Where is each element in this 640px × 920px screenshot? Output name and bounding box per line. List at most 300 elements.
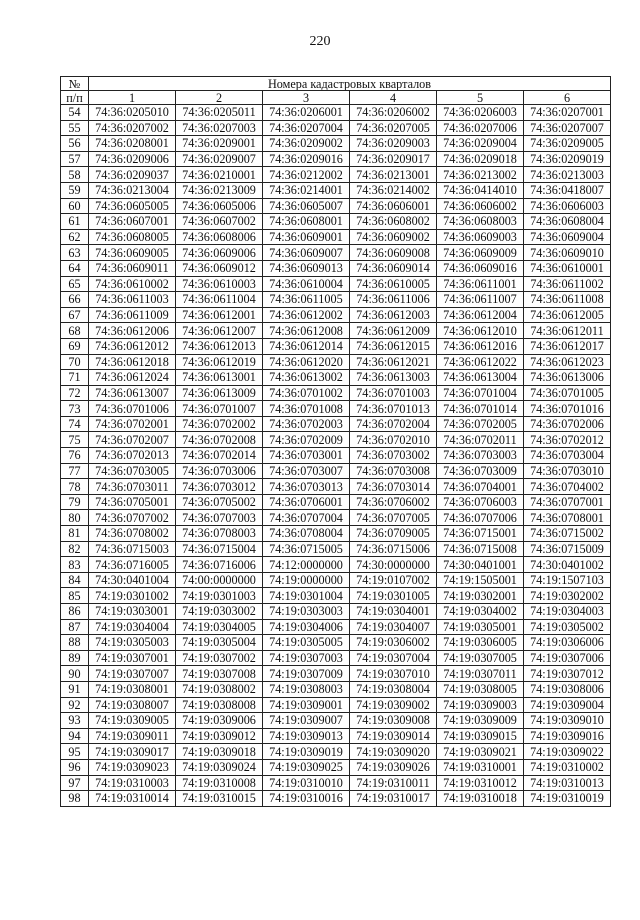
table-row xyxy=(61,604,611,620)
cadastral-number-cell: 74:36:0613006 xyxy=(524,370,611,386)
cadastral-number-cell: 74:36:0613007 xyxy=(89,385,176,401)
cadastral-number-cell: 74:19:0309018 xyxy=(176,744,263,760)
table-row xyxy=(61,151,611,167)
cadastral-number-cell: 74:19:0307009 xyxy=(263,666,350,682)
cadastral-number-cell: 74:30:0401004 xyxy=(89,572,176,588)
cadastral-number-cell: 74:19:0308005 xyxy=(437,681,524,697)
row-number: 70 xyxy=(61,354,89,370)
table-row xyxy=(61,775,611,791)
table-row xyxy=(61,416,611,432)
group-header: Номера кадастровых кварталов xyxy=(89,77,611,91)
cadastral-number-cell: 74:36:0613001 xyxy=(176,370,263,386)
cadastral-number-cell: 74:36:0702004 xyxy=(350,416,437,432)
cadastral-number-cell: 74:36:0209007 xyxy=(176,151,263,167)
cadastral-number-cell: 74:19:0307001 xyxy=(89,650,176,666)
cadastral-number-cell: 74:19:0310016 xyxy=(263,791,350,807)
table-row xyxy=(61,650,611,666)
cadastral-number-cell: 74:36:0611006 xyxy=(350,292,437,308)
cadastral-number-cell: 74:19:0301002 xyxy=(89,588,176,604)
row-number: 94 xyxy=(61,728,89,744)
cadastral-number-cell: 74:36:0609010 xyxy=(524,245,611,261)
row-number: 95 xyxy=(61,744,89,760)
cadastral-number-cell: 74:36:0612024 xyxy=(89,370,176,386)
row-number: 55 xyxy=(61,120,89,136)
cadastral-number-cell: 74:36:0707001 xyxy=(524,494,611,510)
row-number: 73 xyxy=(61,401,89,417)
cadastral-number-cell: 74:36:0609004 xyxy=(524,229,611,245)
cadastral-number-cell: 74:36:0702014 xyxy=(176,448,263,464)
cadastral-number-cell: 74:36:0210001 xyxy=(176,167,263,183)
cadastral-number-cell: 74:36:0206003 xyxy=(437,105,524,121)
cadastral-number-cell: 74:36:0702012 xyxy=(524,432,611,448)
row-number: 63 xyxy=(61,245,89,261)
cadastral-number-cell: 74:19:0305001 xyxy=(437,619,524,635)
row-number: 58 xyxy=(61,167,89,183)
cadastral-number-cell: 74:36:0209005 xyxy=(524,136,611,152)
table-row xyxy=(61,541,611,557)
cadastral-number-cell: 74:36:0612003 xyxy=(350,307,437,323)
row-number: 87 xyxy=(61,619,89,635)
cadastral-number-cell: 74:19:0305004 xyxy=(176,635,263,651)
cadastral-number-cell: 74:36:0213003 xyxy=(524,167,611,183)
cadastral-number-cell: 74:19:0309026 xyxy=(350,759,437,775)
row-number: 54 xyxy=(61,105,89,121)
table-row xyxy=(61,338,611,354)
cadastral-number-cell: 74:36:0611004 xyxy=(176,292,263,308)
cadastral-quarters-table xyxy=(60,76,611,807)
cadastral-number-cell: 74:36:0702001 xyxy=(89,416,176,432)
num-header-bottom: п/п xyxy=(61,91,89,105)
cadastral-number-cell: 74:19:0307010 xyxy=(350,666,437,682)
cadastral-number-cell: 74:36:0609005 xyxy=(89,245,176,261)
table-row xyxy=(61,791,611,807)
cadastral-number-cell: 74:36:0209002 xyxy=(263,136,350,152)
row-number: 80 xyxy=(61,510,89,526)
row-number: 71 xyxy=(61,370,89,386)
cadastral-number-cell: 74:19:0309009 xyxy=(437,713,524,729)
cadastral-number-cell: 74:36:0612010 xyxy=(437,323,524,339)
table-row xyxy=(61,385,611,401)
cadastral-number-cell: 74:36:0609011 xyxy=(89,260,176,276)
cadastral-number-cell: 74:36:0707003 xyxy=(176,510,263,526)
cadastral-number-cell: 74:36:0207002 xyxy=(89,120,176,136)
cadastral-number-cell: 74:36:0716005 xyxy=(89,557,176,573)
cadastral-number-cell: 74:36:0612014 xyxy=(263,338,350,354)
row-number: 76 xyxy=(61,448,89,464)
row-number: 77 xyxy=(61,463,89,479)
table-row xyxy=(61,619,611,635)
cadastral-number-cell: 74:19:0309012 xyxy=(176,728,263,744)
cadastral-number-cell: 74:30:0401002 xyxy=(524,557,611,573)
header-row-top xyxy=(61,77,611,91)
cadastral-number-cell: 74:36:0701008 xyxy=(263,401,350,417)
cadastral-number-cell: 74:36:0609012 xyxy=(176,260,263,276)
row-number: 81 xyxy=(61,526,89,542)
row-number: 75 xyxy=(61,432,89,448)
cadastral-number-cell: 74:36:0701002 xyxy=(263,385,350,401)
cadastral-number-cell: 74:36:0606002 xyxy=(437,198,524,214)
cadastral-number-cell: 74:19:0304002 xyxy=(437,604,524,620)
cadastral-number-cell: 74:19:0301004 xyxy=(263,588,350,604)
cadastral-number-cell: 74:19:0304005 xyxy=(176,619,263,635)
cadastral-number-cell: 74:36:0214002 xyxy=(350,182,437,198)
cadastral-number-cell: 74:36:0703010 xyxy=(524,463,611,479)
num-header-top: № xyxy=(61,77,89,91)
row-number: 68 xyxy=(61,323,89,339)
cadastral-number-cell: 74:19:0000000 xyxy=(263,572,350,588)
page-number: 220 xyxy=(309,34,331,49)
table-row xyxy=(61,136,611,152)
cadastral-number-cell: 74:36:0708002 xyxy=(89,526,176,542)
cadastral-number-cell: 74:36:0612017 xyxy=(524,338,611,354)
cadastral-number-cell: 74:19:0307007 xyxy=(89,666,176,682)
cadastral-number-cell: 74:36:0205010 xyxy=(89,105,176,121)
row-number: 61 xyxy=(61,214,89,230)
cadastral-number-cell: 74:19:0310017 xyxy=(350,791,437,807)
cadastral-number-cell: 74:36:0707004 xyxy=(263,510,350,526)
cadastral-number-cell: 74:36:0702009 xyxy=(263,432,350,448)
cadastral-number-cell: 74:36:0606003 xyxy=(524,198,611,214)
header-row-bottom xyxy=(61,91,611,105)
cadastral-number-cell: 74:36:0703007 xyxy=(263,463,350,479)
table-row xyxy=(61,307,611,323)
cadastral-number-cell: 74:36:0707006 xyxy=(437,510,524,526)
cadastral-number-cell: 74:36:0612008 xyxy=(263,323,350,339)
table-row xyxy=(61,401,611,417)
cadastral-number-cell: 74:36:0701006 xyxy=(89,401,176,417)
cadastral-number-cell: 74:36:0612022 xyxy=(437,354,524,370)
cadastral-number-cell: 74:19:0307002 xyxy=(176,650,263,666)
cadastral-number-cell: 74:19:0309002 xyxy=(350,697,437,713)
cadastral-number-cell: 74:19:0306006 xyxy=(524,635,611,651)
cadastral-number-cell: 74:36:0611005 xyxy=(263,292,350,308)
cadastral-number-cell: 74:19:0305002 xyxy=(524,619,611,635)
cadastral-number-cell: 74:36:0613003 xyxy=(350,370,437,386)
cadastral-number-cell: 74:19:0107002 xyxy=(350,572,437,588)
cadastral-number-cell: 74:36:0705002 xyxy=(176,494,263,510)
cadastral-number-cell: 74:36:0209004 xyxy=(437,136,524,152)
table-row xyxy=(61,557,611,573)
cadastral-number-cell: 74:36:0701013 xyxy=(350,401,437,417)
cadastral-number-cell: 74:19:0309007 xyxy=(263,713,350,729)
cadastral-number-cell: 74:36:0702010 xyxy=(350,432,437,448)
cadastral-number-cell: 74:19:0309020 xyxy=(350,744,437,760)
cadastral-number-cell: 74:36:0703002 xyxy=(350,448,437,464)
cadastral-number-cell: 74:36:0715001 xyxy=(437,526,524,542)
cadastral-number-cell: 74:36:0612002 xyxy=(263,307,350,323)
table-row xyxy=(61,198,611,214)
cadastral-number-cell: 74:36:0612019 xyxy=(176,354,263,370)
cadastral-number-cell: 74:36:0704002 xyxy=(524,479,611,495)
cadastral-number-cell: 74:36:0213002 xyxy=(437,167,524,183)
cadastral-number-cell: 74:12:0000000 xyxy=(263,557,350,573)
cadastral-number-cell: 74:36:0207003 xyxy=(176,120,263,136)
cadastral-number-cell: 74:36:0702002 xyxy=(176,416,263,432)
cadastral-number-cell: 74:36:0209016 xyxy=(263,151,350,167)
row-number: 86 xyxy=(61,604,89,620)
cadastral-number-cell: 74:19:0301003 xyxy=(176,588,263,604)
cadastral-number-cell: 74:19:0310008 xyxy=(176,775,263,791)
cadastral-number-cell: 74:36:0608006 xyxy=(176,229,263,245)
cadastral-number-cell: 74:36:0709005 xyxy=(350,526,437,542)
cadastral-number-cell: 74:36:0706002 xyxy=(350,494,437,510)
cadastral-number-cell: 74:36:0703004 xyxy=(524,448,611,464)
table-row xyxy=(61,448,611,464)
cadastral-number-cell: 74:36:0207004 xyxy=(263,120,350,136)
cadastral-number-cell: 74:19:0309003 xyxy=(437,697,524,713)
cadastral-number-cell: 74:36:0609016 xyxy=(437,260,524,276)
cadastral-number-cell: 74:19:0309013 xyxy=(263,728,350,744)
cadastral-number-cell: 74:36:0206002 xyxy=(350,105,437,121)
row-number: 92 xyxy=(61,697,89,713)
cadastral-number-cell: 74:36:0609014 xyxy=(350,260,437,276)
table-row xyxy=(61,432,611,448)
cadastral-number-cell: 74:36:0209037 xyxy=(89,167,176,183)
cadastral-number-cell: 74:19:0309023 xyxy=(89,759,176,775)
table-row xyxy=(61,635,611,651)
cadastral-number-cell: 74:36:0611007 xyxy=(437,292,524,308)
cadastral-number-cell: 74:36:0703009 xyxy=(437,463,524,479)
cadastral-number-cell: 74:36:0707002 xyxy=(89,510,176,526)
cadastral-number-cell: 74:36:0703011 xyxy=(89,479,176,495)
cadastral-number-cell: 74:19:0309010 xyxy=(524,713,611,729)
cadastral-number-cell: 74:36:0207005 xyxy=(350,120,437,136)
cadastral-number-cell: 74:36:0715003 xyxy=(89,541,176,557)
cadastral-number-cell: 74:36:0703014 xyxy=(350,479,437,495)
cadastral-number-cell: 74:19:0310002 xyxy=(524,759,611,775)
table-row xyxy=(61,526,611,542)
row-number: 78 xyxy=(61,479,89,495)
row-number: 85 xyxy=(61,588,89,604)
cadastral-number-cell: 74:36:0605005 xyxy=(89,198,176,214)
row-number: 56 xyxy=(61,136,89,152)
cadastral-number-cell: 74:36:0610002 xyxy=(89,276,176,292)
cadastral-number-cell: 74:19:0304003 xyxy=(524,604,611,620)
cadastral-number-cell: 74:19:0304007 xyxy=(350,619,437,635)
cadastral-number-cell: 74:36:0715002 xyxy=(524,526,611,542)
cadastral-number-cell: 74:19:0309014 xyxy=(350,728,437,744)
row-number: 84 xyxy=(61,572,89,588)
cadastral-number-cell: 74:36:0209019 xyxy=(524,151,611,167)
table-body xyxy=(61,105,611,807)
cadastral-number-cell: 74:19:1505001 xyxy=(437,572,524,588)
cadastral-number-cell: 74:19:0309021 xyxy=(437,744,524,760)
cadastral-number-cell: 74:19:0304006 xyxy=(263,619,350,635)
cadastral-number-cell: 74:36:0612004 xyxy=(437,307,524,323)
cadastral-number-cell: 74:30:0000000 xyxy=(350,557,437,573)
cadastral-number-cell: 74:19:0308001 xyxy=(89,681,176,697)
row-number: 93 xyxy=(61,713,89,729)
cadastral-number-cell: 74:36:0609009 xyxy=(437,245,524,261)
cadastral-number-cell: 74:36:0701007 xyxy=(176,401,263,417)
cadastral-number-cell: 74:36:0702005 xyxy=(437,416,524,432)
row-number: 83 xyxy=(61,557,89,573)
column-header: 5 xyxy=(437,91,524,105)
cadastral-number-cell: 74:36:0703012 xyxy=(176,479,263,495)
row-number: 72 xyxy=(61,385,89,401)
row-number: 82 xyxy=(61,541,89,557)
row-number: 89 xyxy=(61,650,89,666)
cadastral-number-cell: 74:36:0702008 xyxy=(176,432,263,448)
cadastral-number-cell: 74:36:0707005 xyxy=(350,510,437,526)
cadastral-number-cell: 74:36:0705001 xyxy=(89,494,176,510)
cadastral-number-cell: 74:36:0702011 xyxy=(437,432,524,448)
cadastral-number-cell: 74:36:0609007 xyxy=(263,245,350,261)
row-number: 97 xyxy=(61,775,89,791)
cadastral-number-cell: 74:36:0606001 xyxy=(350,198,437,214)
cadastral-number-cell: 74:36:0612006 xyxy=(89,323,176,339)
cadastral-number-cell: 74:36:0605007 xyxy=(263,198,350,214)
cadastral-number-cell: 74:36:0207001 xyxy=(524,105,611,121)
cadastral-number-cell: 74:19:0307003 xyxy=(263,650,350,666)
cadastral-number-cell: 74:36:0702006 xyxy=(524,416,611,432)
cadastral-number-cell: 74:36:0213009 xyxy=(176,182,263,198)
row-number: 98 xyxy=(61,791,89,807)
column-header: 6 xyxy=(524,91,611,105)
row-number: 67 xyxy=(61,307,89,323)
cadastral-number-cell: 74:19:0309017 xyxy=(89,744,176,760)
cadastral-number-cell: 74:36:0418007 xyxy=(524,182,611,198)
cadastral-number-cell: 74:36:0611008 xyxy=(524,292,611,308)
table-row xyxy=(61,728,611,744)
row-number: 96 xyxy=(61,759,89,775)
cadastral-number-cell: 74:19:0309011 xyxy=(89,728,176,744)
row-number: 66 xyxy=(61,292,89,308)
cadastral-number-cell: 74:19:0309015 xyxy=(437,728,524,744)
cadastral-number-cell: 74:19:0307011 xyxy=(437,666,524,682)
cadastral-number-cell: 74:19:0309001 xyxy=(263,697,350,713)
table-row xyxy=(61,276,611,292)
cadastral-number-cell: 74:36:0703008 xyxy=(350,463,437,479)
cadastral-number-cell: 74:36:0607002 xyxy=(176,214,263,230)
cadastral-number-cell: 74:36:0612020 xyxy=(263,354,350,370)
column-header: 1 xyxy=(89,91,176,105)
cadastral-number-cell: 74:36:0613002 xyxy=(263,370,350,386)
cadastral-number-cell: 74:36:0414010 xyxy=(437,182,524,198)
cadastral-number-cell: 74:36:0214001 xyxy=(263,182,350,198)
cadastral-number-cell: 74:19:0309004 xyxy=(524,697,611,713)
cadastral-number-cell: 74:19:0309019 xyxy=(263,744,350,760)
cadastral-number-cell: 74:19:0303003 xyxy=(263,604,350,620)
cadastral-number-cell: 74:19:0305003 xyxy=(89,635,176,651)
row-number: 59 xyxy=(61,182,89,198)
row-number: 65 xyxy=(61,276,89,292)
cadastral-number-cell: 74:36:0611002 xyxy=(524,276,611,292)
cadastral-number-cell: 74:36:0610001 xyxy=(524,260,611,276)
cadastral-number-cell: 74:36:0611001 xyxy=(437,276,524,292)
cadastral-number-cell: 74:36:0207006 xyxy=(437,120,524,136)
cadastral-number-cell: 74:19:0308004 xyxy=(350,681,437,697)
cadastral-number-cell: 74:36:0703006 xyxy=(176,463,263,479)
cadastral-number-cell: 74:36:0205011 xyxy=(176,105,263,121)
cadastral-number-cell: 74:19:0307012 xyxy=(524,666,611,682)
table-row xyxy=(61,681,611,697)
table-row xyxy=(61,759,611,775)
column-header: 3 xyxy=(263,91,350,105)
cadastral-number-cell: 74:36:0708003 xyxy=(176,526,263,542)
cadastral-number-cell: 74:19:0308003 xyxy=(263,681,350,697)
cadastral-number-cell: 74:19:0310015 xyxy=(176,791,263,807)
cadastral-number-cell: 74:36:0608002 xyxy=(350,214,437,230)
cadastral-number-cell: 74:19:0308008 xyxy=(176,697,263,713)
table-row xyxy=(61,666,611,682)
cadastral-number-cell: 74:36:0612021 xyxy=(350,354,437,370)
cadastral-number-cell: 74:00:0000000 xyxy=(176,572,263,588)
cadastral-number-cell: 74:19:0308006 xyxy=(524,681,611,697)
cadastral-number-cell: 74:19:0309016 xyxy=(524,728,611,744)
table-row xyxy=(61,479,611,495)
table-row xyxy=(61,245,611,261)
table-header xyxy=(61,77,611,105)
cadastral-number-cell: 74:36:0701004 xyxy=(437,385,524,401)
cadastral-number-cell: 74:36:0701014 xyxy=(437,401,524,417)
cadastral-number-cell: 74:36:0612013 xyxy=(176,338,263,354)
cadastral-number-cell: 74:19:0305005 xyxy=(263,635,350,651)
cadastral-number-cell: 74:19:0307004 xyxy=(350,650,437,666)
cadastral-number-cell: 74:19:0303002 xyxy=(176,604,263,620)
cadastral-number-cell: 74:19:0309005 xyxy=(89,713,176,729)
table-row xyxy=(61,572,611,588)
cadastral-number-cell: 74:36:0605006 xyxy=(176,198,263,214)
cadastral-number-cell: 74:36:0612009 xyxy=(350,323,437,339)
row-number: 60 xyxy=(61,198,89,214)
cadastral-number-cell: 74:19:0307008 xyxy=(176,666,263,682)
table-row xyxy=(61,354,611,370)
row-number: 91 xyxy=(61,681,89,697)
cadastral-number-cell: 74:36:0609002 xyxy=(350,229,437,245)
cadastral-number-cell: 74:36:0613009 xyxy=(176,385,263,401)
cadastral-number-cell: 74:36:0703013 xyxy=(263,479,350,495)
cadastral-number-cell: 74:36:0609013 xyxy=(263,260,350,276)
cadastral-number-cell: 74:36:0212002 xyxy=(263,167,350,183)
cadastral-number-cell: 74:19:0306002 xyxy=(350,635,437,651)
cadastral-number-cell: 74:36:0706001 xyxy=(263,494,350,510)
cadastral-number-cell: 74:36:0611009 xyxy=(89,307,176,323)
cadastral-number-cell: 74:36:0213001 xyxy=(350,167,437,183)
cadastral-number-cell: 74:36:0715004 xyxy=(176,541,263,557)
cadastral-number-cell: 74:36:0716006 xyxy=(176,557,263,573)
cadastral-number-cell: 74:36:0609008 xyxy=(350,245,437,261)
cadastral-number-cell: 74:36:0708004 xyxy=(263,526,350,542)
cadastral-number-cell: 74:36:0706003 xyxy=(437,494,524,510)
cadastral-number-cell: 74:19:0309006 xyxy=(176,713,263,729)
cadastral-number-cell: 74:19:0310010 xyxy=(263,775,350,791)
table-row xyxy=(61,167,611,183)
cadastral-number-cell: 74:36:0702013 xyxy=(89,448,176,464)
cadastral-number-cell: 74:36:0610004 xyxy=(263,276,350,292)
cadastral-number-cell: 74:36:0612015 xyxy=(350,338,437,354)
row-number: 79 xyxy=(61,494,89,510)
table-row xyxy=(61,214,611,230)
cadastral-number-cell: 74:36:0209003 xyxy=(350,136,437,152)
cadastral-number-cell: 74:36:0608004 xyxy=(524,214,611,230)
cadastral-number-cell: 74:36:0612001 xyxy=(176,307,263,323)
row-number: 62 xyxy=(61,229,89,245)
cadastral-number-cell: 74:36:0612018 xyxy=(89,354,176,370)
cadastral-number-cell: 74:19:0309008 xyxy=(350,713,437,729)
cadastral-number-cell: 74:19:0310011 xyxy=(350,775,437,791)
cadastral-number-cell: 74:36:0207007 xyxy=(524,120,611,136)
row-number: 69 xyxy=(61,338,89,354)
cadastral-number-cell: 74:19:1507103 xyxy=(524,572,611,588)
cadastral-number-cell: 74:19:0306005 xyxy=(437,635,524,651)
cadastral-number-cell: 74:36:0611003 xyxy=(89,292,176,308)
cadastral-number-cell: 74:19:0310012 xyxy=(437,775,524,791)
cadastral-number-cell: 74:36:0609001 xyxy=(263,229,350,245)
cadastral-number-cell: 74:36:0607001 xyxy=(89,214,176,230)
table-row xyxy=(61,510,611,526)
cadastral-number-cell: 74:36:0702003 xyxy=(263,416,350,432)
